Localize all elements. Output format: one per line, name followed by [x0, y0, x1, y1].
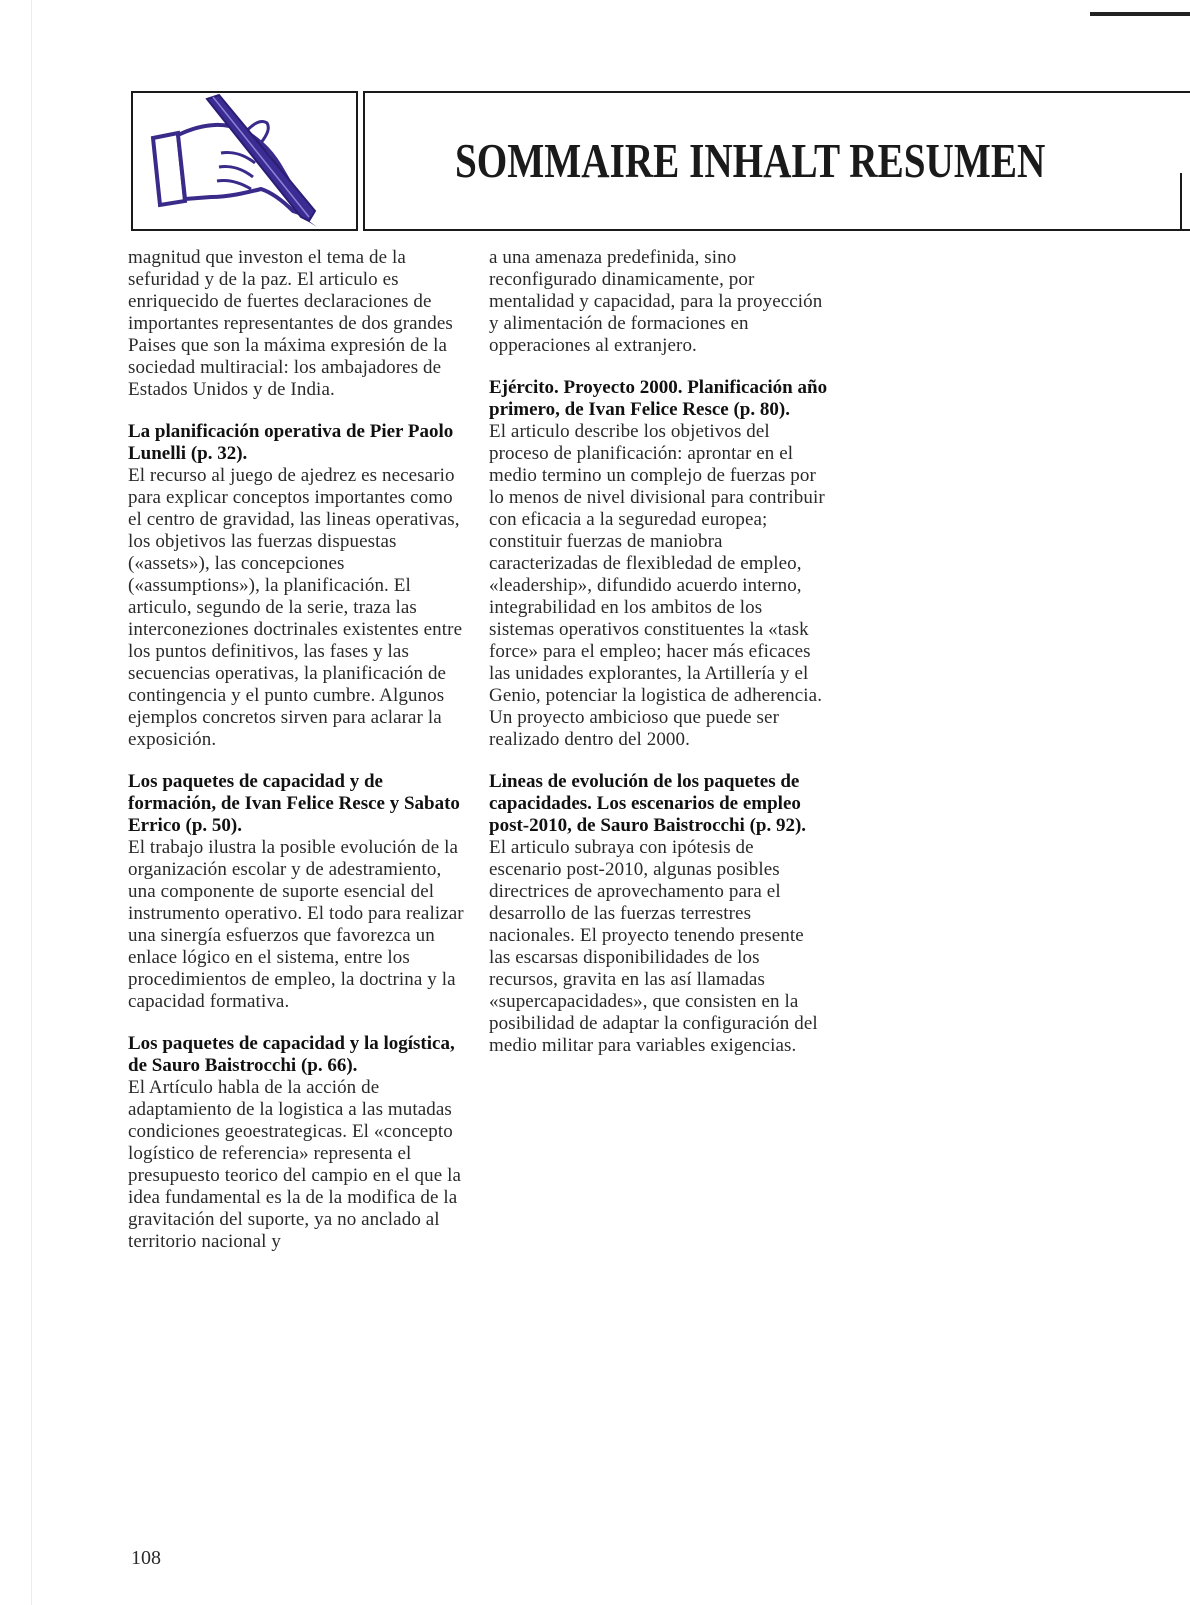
article-entry: [128, 421, 468, 751]
intro-paragraph: magnitud que investon el tema de la sefuridad y de la paz. El articulo es enriquecido de fuertes declaraciones de importantes representantes de dos grandes Paises que son la máxima expresión de la sociedad multiracial: los ambajadores de Estados Unidos y de India.: [128, 247, 453, 400]
article-entry: [489, 771, 829, 1057]
article-heading: Lineas de evolución de los paquetes de capacidades. Los escenarios de empleo post-2010, de Sauro Baistrocchi (p. 92).: [489, 771, 807, 836]
article-heading: La planificación operativa de Pier Paolo Lunelli (p. 32).: [128, 421, 454, 464]
page-title: SOMMAIRE INHALT RESUMEN: [455, 133, 1046, 188]
article-body: El articulo subraya con ipótesis de escenario post-2010, algunas posibles directrices de aprovechamento para el desarrollo de las fuerzas terrestres nacionales. El proyecto tenendo presente las escarsas disponibilidades de los recursos, gravita en las así llamadas «supercapacidades», que consisten en la posibilidad de adaptar la configuración del medio militar para variables exigencias.: [489, 837, 818, 1056]
left-column: [128, 247, 468, 1273]
right-column: [489, 247, 829, 1077]
article-heading: Los paquetes de capacidad y de formación, de Ivan Felice Resce y Sabato Errico (p. 50).: [128, 771, 460, 836]
intro-paragraph: a una amenaza predefinida, sino reconfigurado dinamicamente, por mentalidad y capacidad, para la proyección y alimentación de formaciones en opperaciones al extranjero.: [489, 247, 823, 356]
header-rule: [1180, 173, 1182, 231]
article-body: El articulo describe los objetivos del proceso de planificación: aprontar en el medio termino un complejo de fuerzas por lo menos de nivel divisional para contribuir con eficacia a la seguredad europea; constituir fuerzas de maniobra caracterizadas de flexibledad de empleo, «leadership», difundido acuerdo interno, integrabilidad en los ambitos de los sistemas operativos constituentes la «task force» para el empleo; hacer más eficaces las unidades explorantes, la Artillería y el Genio, potenciar la logistica de adherencia. Un proyecto ambicioso que puede ser realizado dentro del 2000.: [489, 421, 825, 750]
header-icon-box: [131, 91, 358, 231]
page-number: 108: [131, 1547, 161, 1569]
article-heading: Ejército. Proyecto 2000. Planificación año primero, de Ivan Felice Resce (p. 80).: [489, 377, 828, 420]
article-body: El Artículo habla de la acción de adaptamiento de la logistica a las mutadas condiciones geoestrategicas. El «concepto logístico de referencia» representa el presupuesto teorico del campio en el que la idea fundamental es la de la modifica de la gravitación del suporte, ya no anclado al territorio nacional y: [128, 1077, 461, 1252]
top-right-rule: [1090, 12, 1190, 16]
article-entry: [128, 771, 468, 1013]
article-entry: [128, 1033, 468, 1253]
article-body: El trabajo ilustra la posible evolución de la organización escolar y de adestramiento, una componente de suporte esencial del instrumento operativo. El todo para realizar una sinergía esfuerzos que favorezca un enlace lógico en el sistema, entre los procedimientos de empleo, la doctrina y la capacidad formativa.: [128, 837, 464, 1012]
page-edge: [31, 0, 32, 1605]
article-heading: Los paquetes de capacidad y la logística, de Sauro Baistrocchi (p. 66).: [128, 1033, 455, 1076]
hand-writing-with-pen-icon: [133, 93, 356, 229]
article-entry: [489, 377, 829, 751]
header-title-box: [363, 91, 1190, 231]
article-body: El recurso al juego de ajedrez es necesario para explicar conceptos importantes como el centro de gravidad, las lineas operativas, los objetivos las fuerzas dispuestas («assets»), las concepciones («assumptions»), la planificación. El articulo, segundo de la serie, traza las interconeziones doctrinales existentes entre los puntos definitivos, las fases y las secuencias operativas, la planificación de contingencia y el punto cumbre. Algunos ejemplos concretos sirven para aclarar la exposición.: [128, 465, 463, 750]
